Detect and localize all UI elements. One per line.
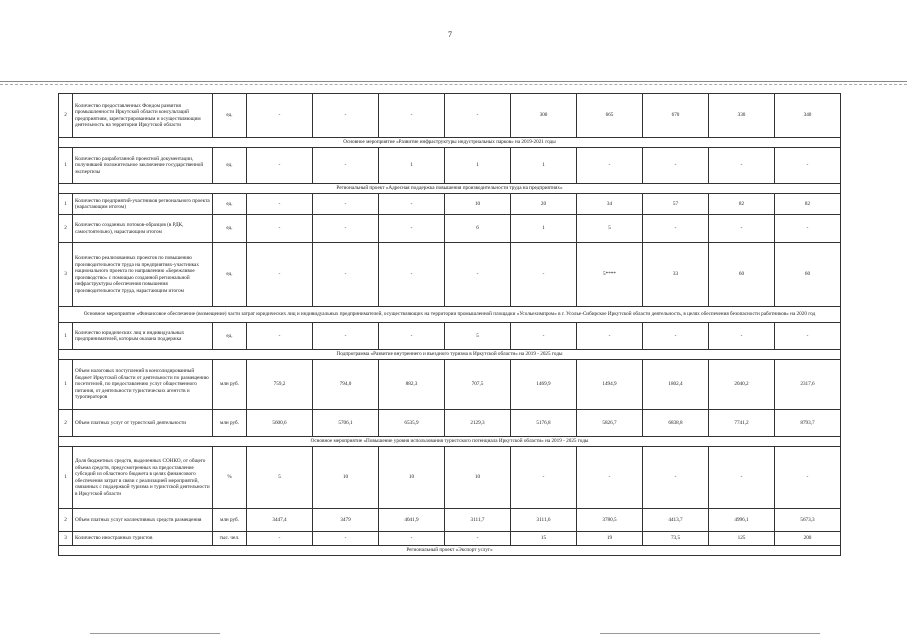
unit-cell: ед. <box>213 94 247 138</box>
value-cell: - <box>379 94 445 138</box>
table-body <box>59 94 841 556</box>
value-cell: - <box>379 532 445 546</box>
value-cell: 82 <box>709 194 775 215</box>
row-number: 3 <box>59 243 73 307</box>
unit-cell: % <box>213 447 247 509</box>
value-cell: 125 <box>709 532 775 546</box>
value-cell: 4996,1 <box>709 509 775 532</box>
value-cell: - <box>445 94 511 138</box>
indicator-name: Количество юридических лиц и индивидуальных предпринимателей, которым оказана поддержка <box>73 323 213 350</box>
value-cell: 707,5 <box>445 360 511 410</box>
value-cell: - <box>643 323 709 350</box>
section-title: Региональный проект «Адресная поддержка повышения производительности труда на предприятиях» <box>59 184 841 194</box>
value-cell: 1 <box>511 215 577 243</box>
row-number: 1 <box>59 447 73 509</box>
value-cell: 8793,7 <box>775 410 841 437</box>
row-number: 1 <box>59 323 73 350</box>
value-cell: - <box>643 215 709 243</box>
indicator-name: Количество предприятий-участников регионального проекта (нарастающим итогом) <box>73 194 213 215</box>
value-cell: - <box>511 243 577 307</box>
value-cell: 3479 <box>313 509 379 532</box>
unit-cell: млн руб. <box>213 509 247 532</box>
row-number: 2 <box>59 410 73 437</box>
value-cell: 5176,8 <box>511 410 577 437</box>
table-row <box>59 410 841 437</box>
page-number: 7 <box>448 30 452 39</box>
value-cell: 300 <box>511 94 577 138</box>
section-header-row <box>59 307 841 323</box>
section-header-row <box>59 437 841 447</box>
value-cell: - <box>247 532 313 546</box>
value-cell: - <box>709 323 775 350</box>
unit-cell: ед. <box>213 215 247 243</box>
value-cell: 33 <box>643 243 709 307</box>
value-cell: 5673,3 <box>775 509 841 532</box>
value-cell: 1469,9 <box>511 360 577 410</box>
unit-cell: тыс. чел. <box>213 532 247 546</box>
indicator-name: Количество предоставленных Фондом развития промышленности Иркутской области консультаций предприятиям, зарегистрированным и осуществляющим деятельность на территории Иркутской области <box>73 94 213 138</box>
value-cell: 4413,7 <box>643 509 709 532</box>
indicators-table <box>58 93 841 556</box>
header-divider <box>0 81 907 82</box>
indicator-name: Объем налоговых поступлений в консолидированный бюджет Иркутской области от деятельности по размещению посетителей, по предоставлению услуг общественного питания, от деятельности туристических агентств и туроператоров <box>73 360 213 410</box>
value-cell: 759,2 <box>247 360 313 410</box>
value-cell: - <box>775 447 841 509</box>
value-cell: 20 <box>511 194 577 215</box>
value-cell: 1 <box>379 148 445 184</box>
row-number: 2 <box>59 215 73 243</box>
value-cell: 6 <box>445 215 511 243</box>
value-cell: - <box>379 215 445 243</box>
section-header-row <box>59 350 841 360</box>
value-cell: 10 <box>445 194 511 215</box>
value-cell: 3780,5 <box>577 509 643 532</box>
value-cell: 5 <box>247 447 313 509</box>
value-cell: 73,5 <box>643 532 709 546</box>
value-cell: 5 <box>445 323 511 350</box>
unit-cell: млн руб. <box>213 410 247 437</box>
value-cell: - <box>313 94 379 138</box>
value-cell: 5**** <box>577 243 643 307</box>
section-title: Подпрограмма «Развитие внутреннего и въездного туризма в Иркутской области» на 2019 - 2025 годы <box>59 350 841 360</box>
table-row <box>59 532 841 546</box>
value-cell: 1494,9 <box>577 360 643 410</box>
value-cell: - <box>709 148 775 184</box>
value-cell: 60 <box>709 243 775 307</box>
value-cell: 34 <box>577 194 643 215</box>
value-cell: 200 <box>775 532 841 546</box>
row-number: 2 <box>59 94 73 138</box>
value-cell: 5826,7 <box>577 410 643 437</box>
value-cell: - <box>511 323 577 350</box>
value-cell: - <box>577 447 643 509</box>
section-header-row <box>59 184 841 194</box>
value-cell: 665 <box>577 94 643 138</box>
footer-line-right <box>600 633 820 634</box>
value-cell: - <box>247 243 313 307</box>
indicator-name: Объем платных услуг коллективных средств размещения <box>73 509 213 532</box>
value-cell: 330 <box>709 94 775 138</box>
value-cell: - <box>577 148 643 184</box>
value-cell: 1802,4 <box>643 360 709 410</box>
row-number: 2 <box>59 509 73 532</box>
value-cell: 6535,9 <box>379 410 445 437</box>
section-header-row <box>59 138 841 148</box>
unit-cell: млн руб. <box>213 360 247 410</box>
value-cell: - <box>379 243 445 307</box>
table-row <box>59 447 841 509</box>
value-cell: - <box>709 215 775 243</box>
section-title: Основное мероприятие «Финансовое обеспечение (возмещение) части затрат юридических лиц и индивидуальных предпринимателей, осуществляющих на территории промышленной площадки «Усольехимпром» в г. Усолье-Сибирское Иркутской области деятельность, в целях обеспечения безопасности работников» на 2020 год <box>59 307 841 323</box>
value-cell: - <box>313 148 379 184</box>
value-cell: 340 <box>775 94 841 138</box>
value-cell: - <box>775 323 841 350</box>
section-title: Основное мероприятие «Повышение уровня использования туристского потенциала Иркутской области» на 2019 - 2025 годы <box>59 437 841 447</box>
indicator-name: Количество разработанной проектной документации, получившей положительное заключение государственной экспертизы <box>73 148 213 184</box>
value-cell: 57 <box>643 194 709 215</box>
section-title: Региональный проект «Экспорт услуг» <box>59 546 841 556</box>
value-cell: 3447,4 <box>247 509 313 532</box>
value-cell: 1 <box>445 148 511 184</box>
table-row <box>59 94 841 138</box>
value-cell: 10 <box>313 447 379 509</box>
value-cell: - <box>247 94 313 138</box>
value-cell: 6838,8 <box>643 410 709 437</box>
value-cell: 2040,2 <box>709 360 775 410</box>
value-cell: 794,0 <box>313 360 379 410</box>
value-cell: 5600,6 <box>247 410 313 437</box>
value-cell: - <box>247 215 313 243</box>
indicator-name: Количество иностранных туристов <box>73 532 213 546</box>
row-number: 1 <box>59 194 73 215</box>
value-cell: 2317,6 <box>775 360 841 410</box>
table-row <box>59 243 841 307</box>
table-row <box>59 509 841 532</box>
value-cell: - <box>445 532 511 546</box>
section-header-row <box>59 546 841 556</box>
value-cell: - <box>709 447 775 509</box>
value-cell: - <box>775 148 841 184</box>
indicator-name: Количество реализованных проектов по повышению производительности труда на предприятиях-участниках национального проекта по направлению «Бережливое производство» с помощью созданной региональной инфраструктуры обеспечения повышения производительности труда, нарастающим итогом <box>73 243 213 307</box>
value-cell: - <box>247 148 313 184</box>
value-cell: 15 <box>511 532 577 546</box>
value-cell: - <box>643 447 709 509</box>
value-cell: 7741,2 <box>709 410 775 437</box>
value-cell: - <box>313 243 379 307</box>
value-cell: - <box>313 194 379 215</box>
value-cell: - <box>643 148 709 184</box>
value-cell: 4041,9 <box>379 509 445 532</box>
value-cell: - <box>511 447 577 509</box>
value-cell: 5 <box>577 215 643 243</box>
table-row <box>59 323 841 350</box>
header-divider-secondary <box>0 84 907 85</box>
value-cell: - <box>577 323 643 350</box>
table-row <box>59 148 841 184</box>
value-cell: 1 <box>511 148 577 184</box>
unit-cell: ед. <box>213 323 247 350</box>
value-cell: - <box>379 323 445 350</box>
indicator-name: Количество созданных потоков-образцов (в РДК, самостоятельно), нарастающим итогом <box>73 215 213 243</box>
value-cell: 882,3 <box>379 360 445 410</box>
value-cell: - <box>313 532 379 546</box>
value-cell: - <box>313 323 379 350</box>
value-cell: 670 <box>643 94 709 138</box>
value-cell: - <box>247 194 313 215</box>
value-cell: 60 <box>775 243 841 307</box>
value-cell: - <box>313 215 379 243</box>
value-cell: 2129,3 <box>445 410 511 437</box>
indicator-name: Объем платных услуг от туристской деятельности <box>73 410 213 437</box>
table-row <box>59 215 841 243</box>
value-cell: - <box>247 323 313 350</box>
unit-cell: ед. <box>213 194 247 215</box>
value-cell: - <box>379 194 445 215</box>
value-cell: 10 <box>445 447 511 509</box>
table-row <box>59 194 841 215</box>
row-number: 3 <box>59 532 73 546</box>
value-cell: 3111,7 <box>445 509 511 532</box>
section-title: Основное мероприятие «Развитие инфраструктуры индустриальных парков» на 2019-2021 годы <box>59 138 841 148</box>
value-cell: - <box>445 243 511 307</box>
value-cell: 82 <box>775 194 841 215</box>
row-number: 1 <box>59 360 73 410</box>
value-cell: 5706,1 <box>313 410 379 437</box>
table-row <box>59 360 841 410</box>
value-cell: 19 <box>577 532 643 546</box>
unit-cell: ед. <box>213 243 247 307</box>
indicator-name: Доля бюджетных средств, выделенных СОНКО, от общего объема средств, предусмотренных на предоставление субсидий из областного бюджета в целях финансового обеспечения затрат в связи с реализацией мероприятий, связанных с поддержкой туризма и туристской деятельности в Иркутской области <box>73 447 213 509</box>
row-number: 1 <box>59 148 73 184</box>
value-cell: 10 <box>379 447 445 509</box>
value-cell: - <box>775 215 841 243</box>
unit-cell: ед. <box>213 148 247 184</box>
footer-line-left <box>90 633 220 634</box>
value-cell: 3111,6 <box>511 509 577 532</box>
